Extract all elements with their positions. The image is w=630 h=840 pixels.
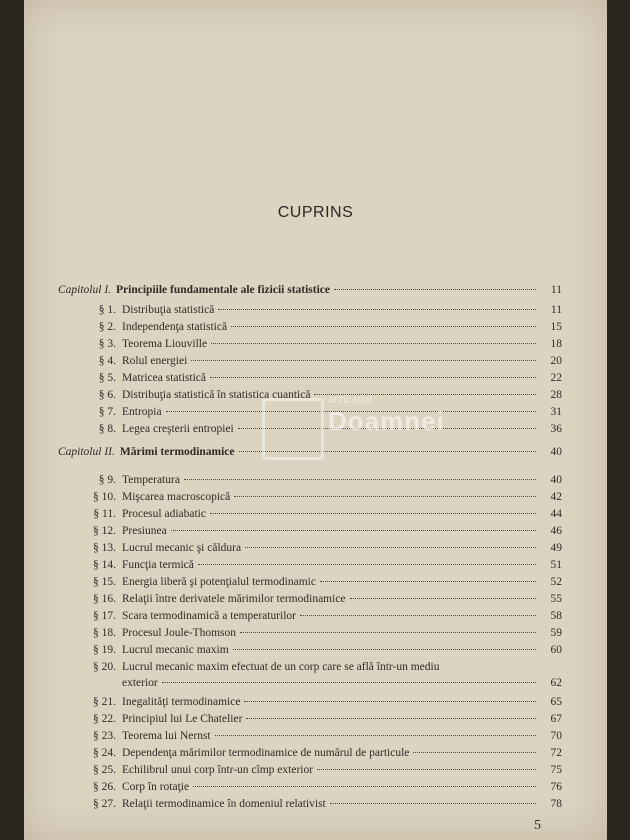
toc-entry: § 2. Independenţa statistică 15 xyxy=(98,321,562,333)
toc-entry: § 9. Temperatura 40 xyxy=(98,474,562,486)
dot-leader xyxy=(334,289,536,290)
page-ref: 11 xyxy=(550,284,562,296)
toc-entry: § 14. Funcţia termică 51 xyxy=(93,559,562,571)
toc-entry: § 6. Distribuţia statistică în statistica cuantică 28 xyxy=(98,389,562,401)
toc-entry: § 3. Teorema Liouville 18 xyxy=(98,338,562,350)
toc-entry: § 8. Legea creşterii entropiei 36 xyxy=(98,423,562,435)
toc-entry-continuation: exterior 62 xyxy=(122,677,562,689)
toc-entry: § 23. Teorema lui Nernst 70 xyxy=(93,730,562,742)
toc-entry: § 4. Rolul energiei 20 xyxy=(98,355,562,367)
chapter-label: Capitolul I. xyxy=(58,284,112,296)
watermark-logo xyxy=(262,398,324,460)
chapter-title: Mărimi termodinamice xyxy=(119,446,235,458)
book-page xyxy=(24,0,607,840)
toc-entry: § 15. Energia liberă şi potenţialul termodinamic 52 xyxy=(93,576,562,588)
chapter-title: Principiile fundamentale ale fizicii statistice xyxy=(116,284,331,296)
page-ref: 40 xyxy=(550,446,562,458)
toc-entry: § 25. Echilibrul unui corp într-un cîmp exterior 75 xyxy=(93,764,562,776)
toc-entry: § 1. Distribuţia statistică 11 xyxy=(98,304,562,316)
toc-entry: § 10. Mişcarea macroscopică 42 xyxy=(93,491,562,503)
toc-entry: § 18. Procesul Joule-Thomson 59 xyxy=(93,627,562,639)
toc-entry: § 13. Lucrul mecanic şi căldura 49 xyxy=(93,542,562,554)
chapter-label: Capitolul II. xyxy=(58,446,115,458)
toc-entry: § 5. Matricea statistică 22 xyxy=(98,372,562,384)
watermark-text-large: Doamnei xyxy=(328,406,445,436)
watermark-text-small: anticariat xyxy=(328,394,373,406)
page-title: CUPRINS xyxy=(277,204,354,221)
watermark xyxy=(262,380,445,450)
toc-entry: § 19. Lucrul mecanic maxim 60 xyxy=(93,644,562,656)
toc-entry: § 20. Lucrul mecanic maxim efectuat de un corp care se află într-un mediu xyxy=(93,661,440,673)
toc-entry: § 17. Scara termodinamică a temperaturilor 58 xyxy=(93,610,562,622)
toc-entry: § 21. Inegalităţi termodinamice 65 xyxy=(93,696,562,708)
toc-entry: § 12. Presiunea 46 xyxy=(93,525,562,537)
toc-chapter-1 xyxy=(58,284,562,296)
toc-entry: § 27. Relaţii termodinamice în domeniul relativist 78 xyxy=(93,798,562,810)
toc-entry: § 26. Corp în rotaţie 76 xyxy=(93,781,562,793)
toc-entry: § 7. Entropia 31 xyxy=(98,406,562,418)
toc-entry: § 24. Dependenţa mărimilor termodinamice de numărul de particule 72 xyxy=(93,747,562,759)
toc-entry: § 22. Principiul lui Le Chatelier 67 xyxy=(93,713,562,725)
page-number: 5 xyxy=(534,818,541,833)
toc-entry: § 11. Procesul adiabatic 44 xyxy=(93,508,562,520)
toc-entry: § 16. Relaţii între derivatele mărimilor termodinamice 55 xyxy=(93,593,562,605)
